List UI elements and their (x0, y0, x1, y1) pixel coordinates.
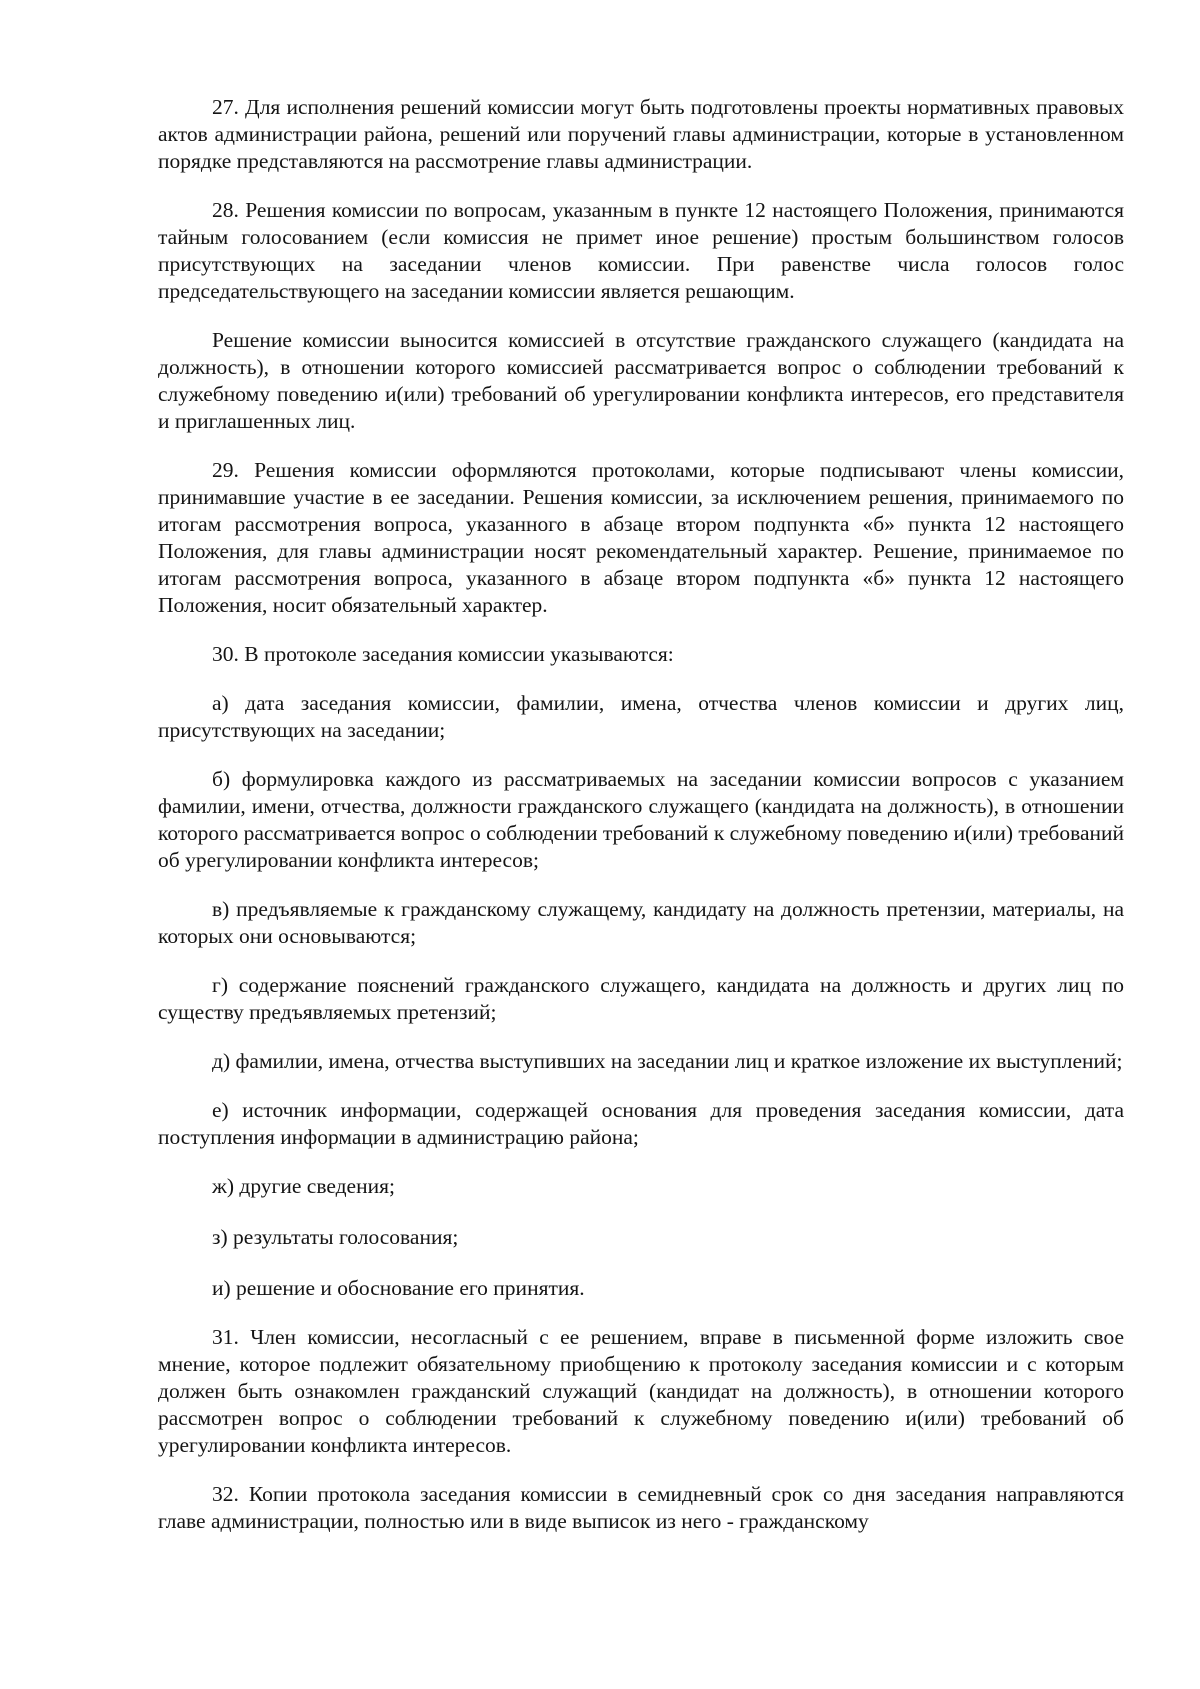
paragraph-31: 31. Член комиссии, несогласный с ее решением, вправе в письменной форме изложить свое мнение, которое подлежит обязательному приобщению к протоколу заседания комиссии и с которым должен быть ознакомлен гражданский служащий (кандидат на должность), в отношении которого рассмотрен вопрос о соблюдении требований к служебному поведению и(или) требований об урегулировании конфликта интересов. (158, 1325, 1124, 1457)
paragraph-28: 28. Решения комиссии по вопросам, указанным в пункте 12 настоящего Положения, принимаются тайным голосованием (если комиссия не примет иное решение) простым большинством голосов присутствующих на заседании членов комиссии. При равенстве числа голосов голос председательствующего на заседании комиссии является решающим. (158, 198, 1124, 303)
paragraph-27: 27. Для исполнения решений комиссии могут быть подготовлены проекты нормативных правовых актов администрации района, решений или поручений главы администрации, которые в установленном порядке представляются на рассмотрение главы администрации. (158, 95, 1124, 173)
list-item-zh: ж) другие сведения; (212, 1174, 395, 1198)
list-item-z: з) результаты голосования; (212, 1225, 459, 1249)
list-item-i: и) решение и обоснование его принятия. (212, 1276, 585, 1300)
list-item-b: б) формулировка каждого из рассматриваемых на заседании комиссии вопросов с указанием фамилии, имени, отчества, должности гражданского служащего (кандидата на должность), в отношении которого рассматривается вопрос о соблюдении требований к служебному поведению и(или) требований об урегулировании конфликта интересов; (158, 767, 1124, 872)
document-body (158, 94, 1124, 1557)
list-item-e: е) источник информации, содержащей основания для проведения заседания комиссии, дата поступления информации в администрацию района; (158, 1098, 1124, 1149)
list-item-a: а) дата заседания комиссии, фамилии, имена, отчества членов комиссии и других лиц, присутствующих на заседании; (158, 691, 1124, 742)
list-item-v: в) предъявляемые к гражданскому служащему, кандидату на должность претензии, материалы, на которых они основываются; (158, 897, 1124, 948)
paragraph-30: 30. В протоколе заседания комиссии указываются: (212, 642, 674, 666)
paragraph-29: 29. Решения комиссии оформляются протоколами, которые подписывают члены комиссии, принимавшие участие в ее заседании. Решения комиссии, за исключением решения, принимаемого по итогам рассмотрения вопроса, указанного в абзаце втором подпункта «б» пункта 12 настоящего Положения, для главы администрации носят рекомендательный характер. Решение, принимаемое по итогам рассмотрения вопроса, указанного в абзаце втором подпункта «б» пункта 12 настоящего Положения, носит обязательный характер. (158, 458, 1124, 617)
paragraph-32: 32. Копии протокола заседания комиссии в семидневный срок со дня заседания направляются главе администрации, полностью или в виде выписок из него - гражданскому (158, 1482, 1124, 1533)
paragraph-28-decision-absence: Решение комиссии выносится комиссией в отсутствие гражданского служащего (кандидата на должность), в отношении которого комиссией рассматривается вопрос о соблюдении требований к служебному поведению и(или) требований об урегулировании конфликта интересов, его представителя и приглашенных лиц. (158, 328, 1124, 433)
list-item-d: д) фамилии, имена, отчества выступивших на заседании лиц и краткое изложение их выступлений; (212, 1049, 1123, 1073)
list-item-g: г) содержание пояснений гражданского служащего, кандидата на должность и других лиц по существу предъявляемых претензий; (158, 973, 1124, 1024)
